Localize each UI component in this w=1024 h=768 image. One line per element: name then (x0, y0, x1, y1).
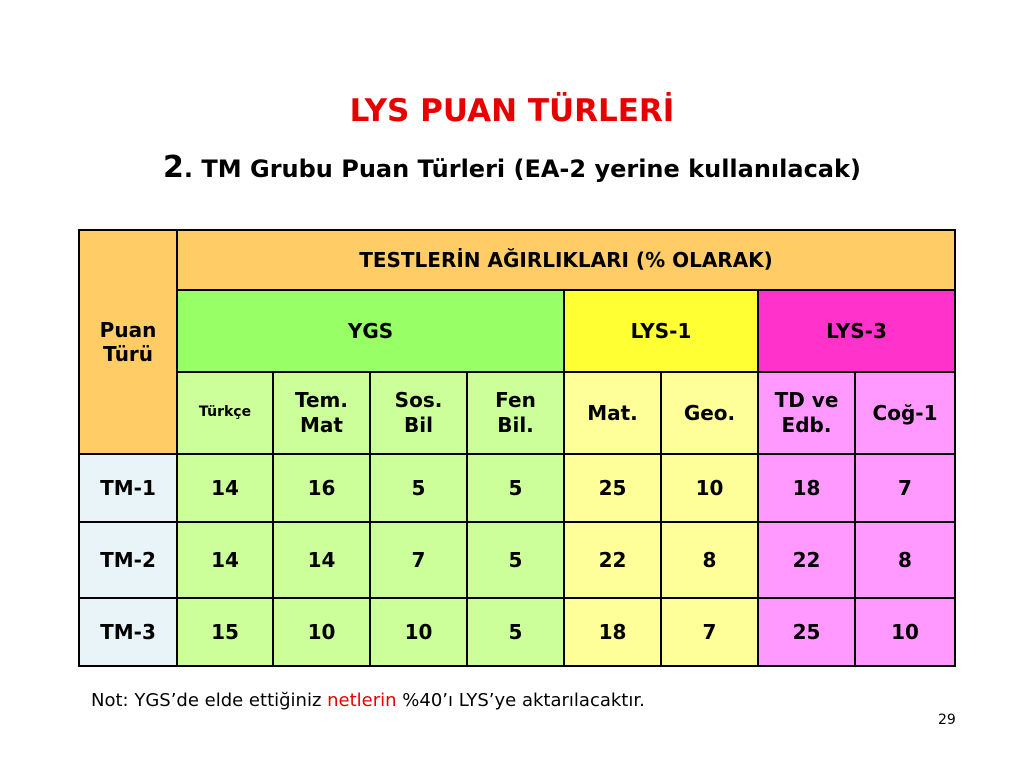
subheader-line1: Tem. (295, 388, 348, 412)
subheader-cog-1 (855, 372, 955, 454)
table-cell: 14 (177, 522, 273, 598)
group-header-lys-3: LYS-3 (758, 290, 955, 372)
subtitle-number: 2 (163, 150, 184, 185)
table-cell: 15 (177, 598, 273, 666)
subheader-line2: Bil. (497, 413, 534, 437)
subheader-geo (661, 372, 758, 454)
subheader-line1: TD ve (774, 388, 839, 412)
table-cell: 8 (661, 522, 758, 598)
puan-turu-line2: Türü (102, 342, 154, 366)
subheader-line2: Mat (300, 413, 343, 437)
subheader-line2: Edb. (781, 413, 832, 437)
table-cell: 18 (758, 454, 855, 522)
subheader-line1: Coğ-1 (872, 400, 938, 425)
table-cell: 25 (564, 454, 661, 522)
table-row (79, 454, 955, 522)
footnote-after: %40’ı LYS’ye aktarılacaktır. (396, 690, 645, 711)
group-header-lys-1: LYS-1 (564, 290, 758, 372)
puan-turleri-table (78, 229, 956, 667)
table-cell: 22 (564, 522, 661, 598)
subheader-line1: Sos. (394, 388, 443, 412)
table-cell: 22 (758, 522, 855, 598)
table-cell: 8 (855, 522, 955, 598)
subheader-line1: Mat. (587, 400, 638, 425)
table-cell: 16 (273, 454, 370, 522)
subheader-line1: Türkçe (198, 404, 252, 421)
row-label: TM-3 (79, 598, 177, 666)
table-cell: 5 (370, 454, 467, 522)
table-row (79, 598, 955, 666)
subheader-line1: Fen (495, 388, 536, 412)
table-cell: 10 (273, 598, 370, 666)
table-cell: 5 (467, 598, 564, 666)
table-cell: 7 (855, 454, 955, 522)
subheader-line2: Bil (404, 413, 433, 437)
puan-turu-line1: Puan (99, 318, 157, 342)
footnote-before: Not: YGS’de elde ettiğiniz (91, 690, 328, 711)
table-cell: 10 (370, 598, 467, 666)
footnote (91, 690, 645, 711)
table-cell: 5 (467, 522, 564, 598)
puan-turu-header (79, 230, 177, 454)
subheader-fen-bil (467, 372, 564, 454)
footnote-highlight: netlerin (327, 690, 397, 711)
subheader-sos-bil (370, 372, 467, 454)
slide-subtitle (0, 150, 1024, 186)
page-number: 29 (938, 712, 956, 728)
subtitle-text: . TM Grubu Puan Türleri (EA-2 yerine kullanılacak) (183, 155, 861, 183)
table-cell: 14 (273, 522, 370, 598)
table-cell: 14 (177, 454, 273, 522)
table-cell: 5 (467, 454, 564, 522)
table-cell: 10 (855, 598, 955, 666)
subheader-tem-mat (273, 372, 370, 454)
row-label: TM-1 (79, 454, 177, 522)
subheader-turkce (177, 372, 273, 454)
slide-title: LYS PUAN TÜRLERİ (349, 93, 675, 129)
table-cell: 7 (370, 522, 467, 598)
subheader-line1: Geo. (683, 400, 736, 425)
subheader-td-ve-edb (758, 372, 855, 454)
table-cell: 25 (758, 598, 855, 666)
table-cell: 7 (661, 598, 758, 666)
testlerin-agirliklari-header: TESTLERİN AĞIRLIKLARI (% OLARAK) (177, 230, 955, 290)
row-label: TM-2 (79, 522, 177, 598)
table-cell: 18 (564, 598, 661, 666)
group-header-ygs: YGS (177, 290, 564, 372)
table-row (79, 522, 955, 598)
table-cell: 10 (661, 454, 758, 522)
subheader-mat (564, 372, 661, 454)
